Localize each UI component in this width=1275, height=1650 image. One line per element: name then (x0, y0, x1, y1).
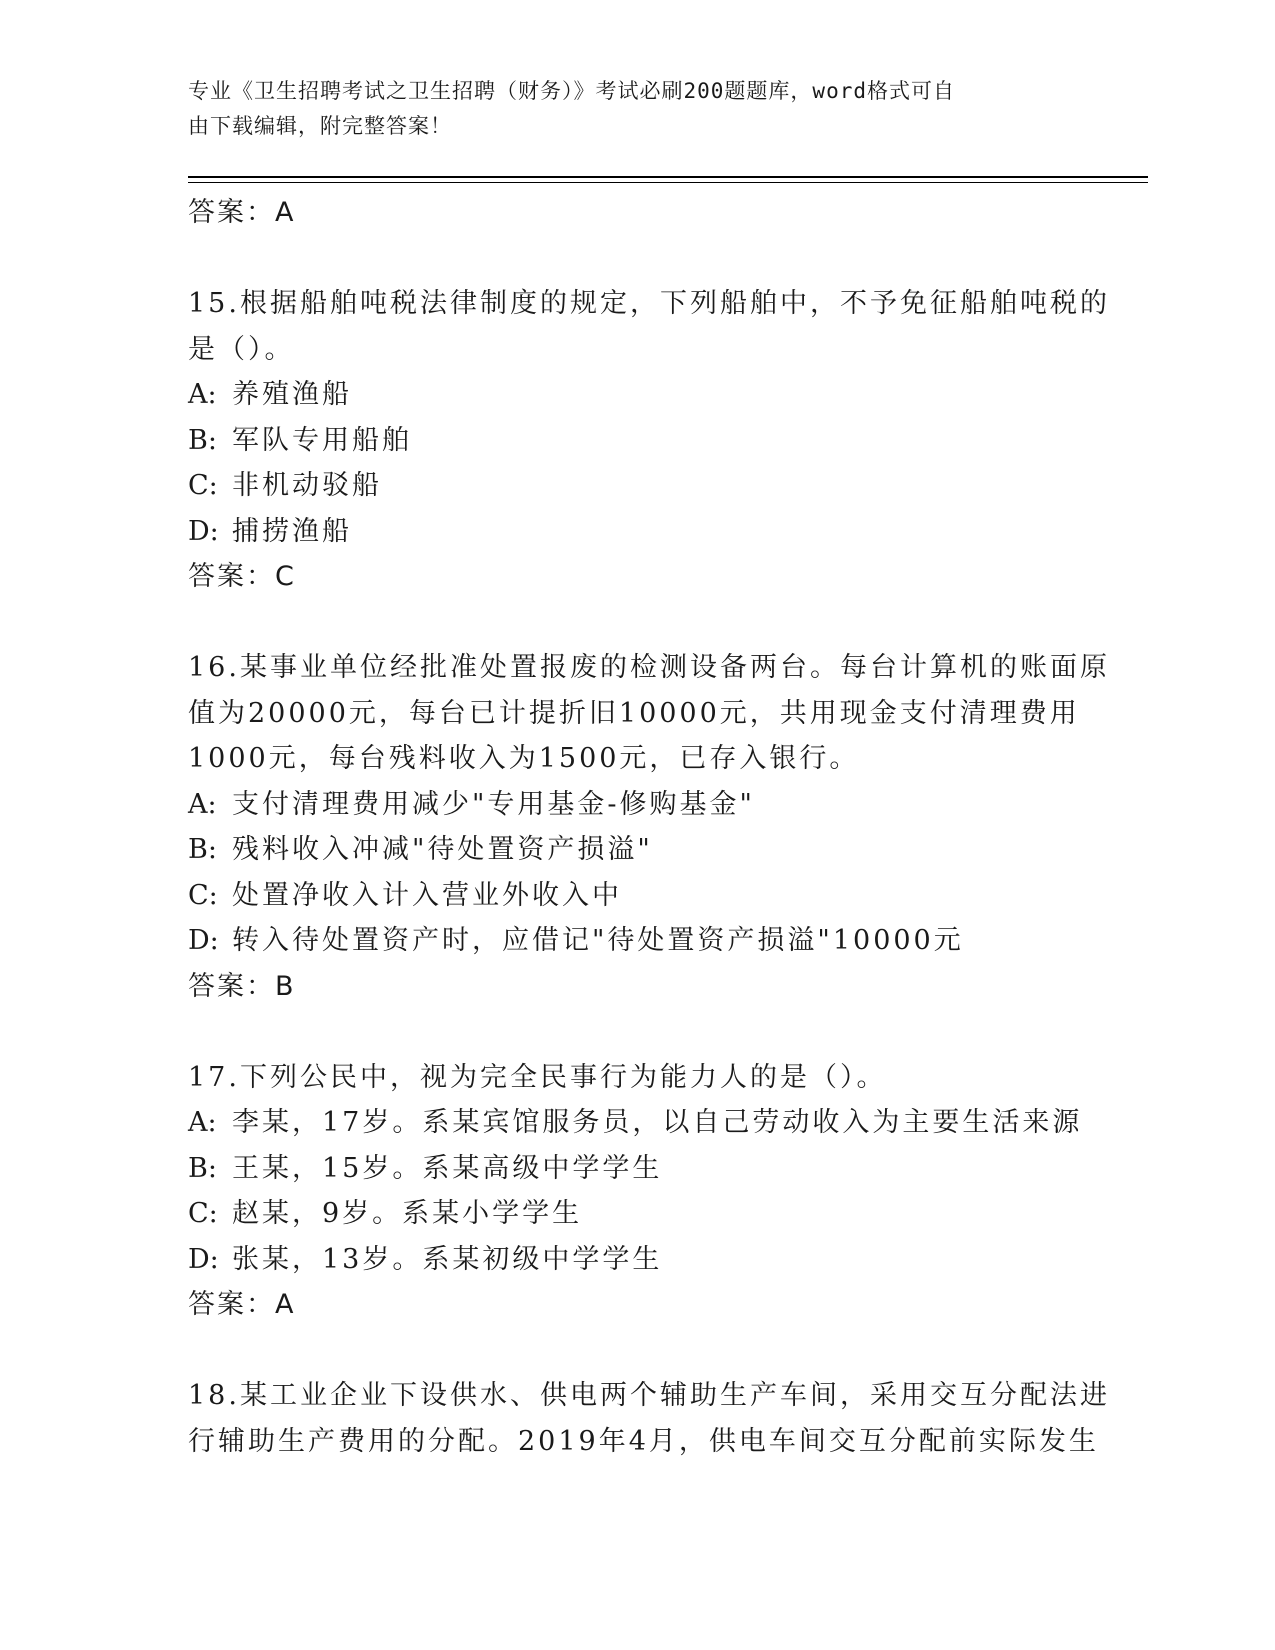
option-key: B: (188, 424, 217, 456)
question-17 (188, 1055, 1088, 1328)
option-text: 张某，13岁。系某初级中学学生 (232, 1243, 663, 1275)
spacer (188, 600, 1088, 646)
question-stem-line: 1000元，每台残料收入为1500元，已存入银行。 (188, 743, 860, 774)
option-key: D: (188, 925, 219, 956)
option-text: 军队专用船舶 (232, 424, 412, 456)
option-d (188, 509, 1088, 555)
option-key: A: (188, 1107, 217, 1138)
previous-answer: 答案：A (188, 197, 296, 228)
answer: 答案：A (188, 1289, 296, 1320)
question-15 (188, 281, 1110, 600)
spacer (188, 236, 1088, 282)
option-d (188, 918, 1088, 964)
question-stem-line: 是（）。 (188, 333, 295, 365)
header-divider-thin (188, 182, 1148, 183)
question-stem-line: 17.下列公民中，视为完全民事行为能力人的是（）。 (188, 1061, 887, 1093)
option-text: 赵某，9岁。系某小学学生 (232, 1198, 583, 1229)
option-key: C: (188, 470, 218, 501)
question-stem-line: 行辅助生产费用的分配。2019年4月，供电车间交互分配前实际发生 (188, 1425, 1099, 1457)
question-list (188, 190, 1110, 1464)
option-key: B: (188, 834, 217, 865)
option-key: A: (188, 788, 217, 820)
header-line-2: 由下载编辑，附完整答案！ (188, 114, 452, 138)
option-c (188, 1191, 1088, 1237)
option-text: 非机动驳船 (232, 470, 382, 501)
answer: 答案：B (188, 970, 296, 1002)
spacer (188, 1009, 1088, 1055)
option-key: C: (188, 1198, 218, 1229)
page-header (188, 74, 1088, 144)
answer: 答案：C (188, 561, 296, 592)
question-16 (188, 645, 1110, 1009)
option-c (188, 873, 1088, 919)
option-text: 转入待处置资产时，应借记"待处置资产损溢"10000元 (232, 925, 964, 956)
option-key: D: (188, 515, 219, 547)
option-text: 捕捞渔船 (232, 515, 352, 547)
question-18 (188, 1373, 1110, 1464)
option-key: C: (188, 879, 218, 911)
option-b (188, 418, 1088, 464)
option-text: 王某，15岁。系某高级中学学生 (232, 1152, 663, 1184)
option-b (188, 1146, 1088, 1192)
option-d (188, 1237, 1088, 1283)
option-text: 支付清理费用减少"专用基金-修购基金" (232, 788, 755, 820)
option-text: 残料收入冲减"待处置资产损溢" (232, 834, 653, 865)
option-a (188, 372, 1088, 418)
question-stem-line: 18.某工业企业下设供水、供电两个辅助生产车间，采用交互分配法进 (188, 1380, 1110, 1411)
question-stem-line: 15.根据船舶吨税法律制度的规定，下列船舶中，不予免征船舶吨税的 (188, 288, 1110, 319)
header-divider-thick (188, 176, 1148, 178)
question-stem-line: 16.某事业单位经批准处置报废的检测设备两台。每台计算机的账面原 (188, 652, 1110, 683)
option-b (188, 827, 1088, 873)
option-text: 处置净收入计入营业外收入中 (232, 879, 622, 911)
option-c (188, 463, 1088, 509)
spacer (188, 1328, 1088, 1374)
option-key: D: (188, 1243, 219, 1275)
option-key: B: (188, 1152, 217, 1184)
header-line-1: 专业《卫生招聘考试之卫生招聘（财务）》考试必刷200题题库，word格式可自 (188, 79, 955, 103)
option-text: 李某，17岁。系某宾馆服务员，以自己劳动收入为主要生活来源 (232, 1107, 1083, 1138)
option-text: 养殖渔船 (232, 379, 352, 410)
option-key: A: (188, 379, 217, 410)
option-a (188, 782, 1088, 828)
option-a (188, 1100, 1088, 1146)
question-stem-line: 值为20000元，每台已计提折旧10000元，共用现金支付清理费用 (188, 697, 1080, 729)
